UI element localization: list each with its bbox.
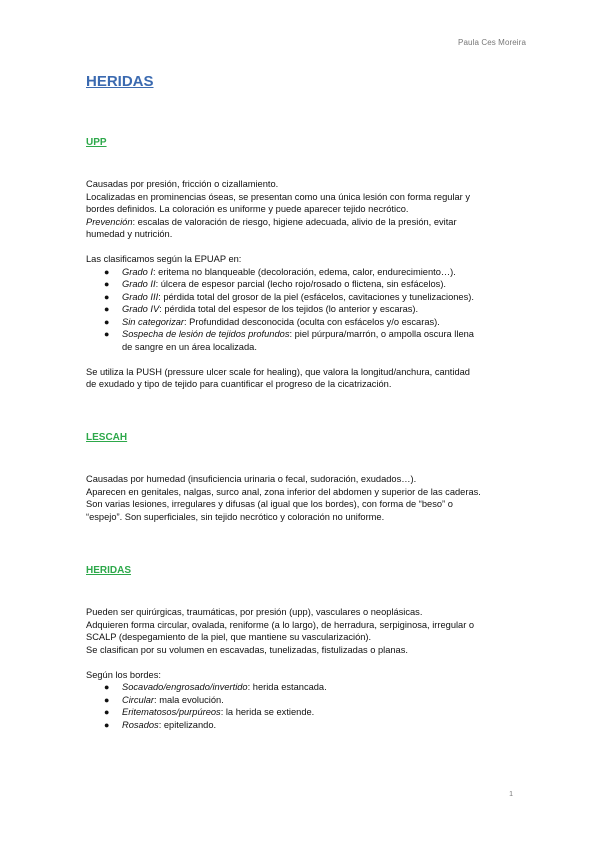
paragraph-line: Aparecen en genitales, nalgas, surco anal, zona inferior del abdomen y superior de las caderas. [86, 486, 481, 497]
list-item [122, 303, 418, 316]
list-item-label: Rosados [122, 719, 159, 730]
list-item-text: : pérdida total del grosor de la piel (esfácelos, cavitaciones y tunelizaciones). [158, 291, 474, 302]
list-item-label: Grado III [122, 291, 159, 302]
list-item [122, 706, 314, 719]
list-item-label: Sospecha de lesión de tejidos profundos [122, 329, 290, 339]
paragraph-line: de exudado y tipo de tejido para cuantificar el progreso de la cicatrización. [86, 379, 392, 389]
list-item-label: Socavado/engrosado/invertido [122, 682, 248, 692]
list-item [122, 681, 327, 694]
page-title: HERIDAS [86, 73, 154, 90]
bullet-icon: ● [104, 694, 110, 705]
paragraph-line: Se clasifican por su volumen en escavadas, tunelizadas, fistulizadas o planas. [86, 644, 408, 655]
paragraph-line: bordes definidos. La coloración es uniforme y puede aparecer tejido necrótico. [86, 204, 409, 214]
paragraph-line: SCALP (despegamiento de la piel, que mantiene su vascularización). [86, 632, 372, 642]
paragraph-line: Causadas por presión, fricción o cizallamiento. [86, 179, 279, 189]
list-item-text: : pérdida total del espesor de los tejidos (lo anterior y escaras). [159, 304, 419, 314]
list-item [122, 694, 224, 707]
bullet-icon: ● [104, 329, 110, 339]
list-item-label: Eritematosos/purpúreos [122, 707, 221, 717]
paragraph-line: humedad y nutrición. [86, 229, 173, 239]
bullet-icon: ● [104, 707, 110, 717]
list-item [122, 291, 474, 304]
list-item-text: : epitelizando. [158, 719, 217, 730]
list-item-label: Grado II [122, 279, 156, 289]
bullet-icon: ● [104, 304, 110, 314]
list-item [122, 316, 440, 329]
header-author: Paula Ces Moreira [458, 38, 526, 47]
list-item [122, 328, 474, 341]
list-item-continuation: de sangre en un área localizada. [122, 341, 257, 352]
bullet-icon: ● [104, 316, 110, 327]
list-item-text: : mala evolución. [154, 694, 224, 705]
paragraph-line: Son varias lesiones, irregulares y difusas (al igual que los bordes), con forma de “beso” o [86, 499, 453, 509]
bullet-icon: ● [104, 291, 110, 302]
list-item-text: : Profundidad desconocida (oculta con esfácelos y/o escaras). [184, 316, 440, 327]
list-item-label: Grado IV [122, 304, 160, 314]
list-item-text: : herida estancada. [247, 682, 327, 692]
bullet-icon: ● [104, 279, 110, 289]
section-heading-heridas: HERIDAS [86, 565, 132, 576]
section-heading-lescah: LESCAH [86, 432, 128, 443]
list-item-text: : úlcera de espesor parcial (lecho rojo/rosado o flictena, sin esfácelos). [155, 279, 447, 289]
paragraph-line: Pueden ser quirúrgicas, traumáticas, por presión (upp), vasculares o neoplásicas. [86, 607, 423, 617]
paragraph-line: Según los bordes: [86, 669, 161, 680]
bullet-icon: ● [104, 682, 110, 692]
list-item-label: Circular [122, 694, 155, 705]
prevencion-label: Prevención [86, 216, 133, 227]
list-item [122, 719, 216, 732]
paragraph-line: Causadas por humedad (insuficiencia urinaria o fecal, sudoración, exudados…). [86, 474, 417, 484]
list-item-label: Grado I [122, 266, 154, 277]
paragraph-line: “espejo”. Son superficiales, sin tejido necrótico y coloración no uniforme. [86, 511, 385, 522]
page-number: 1 [509, 791, 513, 798]
list-item-label: Sin categorizar [122, 316, 185, 327]
paragraph-line [86, 216, 457, 229]
list-item-text: : eritema no blanqueable (decoloración, edema, calor, endurecimiento…). [153, 266, 456, 277]
prevencion-text: : escalas de valoración de riesgo, higiene adecuada, alivio de la presión, evitar [132, 216, 457, 227]
list-item [122, 278, 446, 291]
paragraph-line: Localizadas en prominencias óseas, se presentan como una única lesión con forma regular y [86, 191, 470, 202]
list-item-text: : la herida se extiende. [220, 707, 315, 717]
paragraph-line: Las clasificamos según la EPUAP en: [86, 254, 242, 264]
bullet-icon: ● [104, 719, 110, 730]
bullet-icon: ● [104, 266, 110, 277]
section-heading-upp: UPP [86, 137, 107, 148]
list-item-text: : piel púrpura/marrón, o ampolla oscura llena [289, 329, 474, 339]
paragraph-line: Adquieren forma circular, ovalada, reniforme (a lo largo), de herradura, serpiginosa, irregular o [86, 619, 475, 630]
paragraph-line: Se utiliza la PUSH (pressure ulcer scale for healing), que valora la longitud/anchura, cantidad [86, 366, 470, 377]
list-item [122, 266, 456, 279]
